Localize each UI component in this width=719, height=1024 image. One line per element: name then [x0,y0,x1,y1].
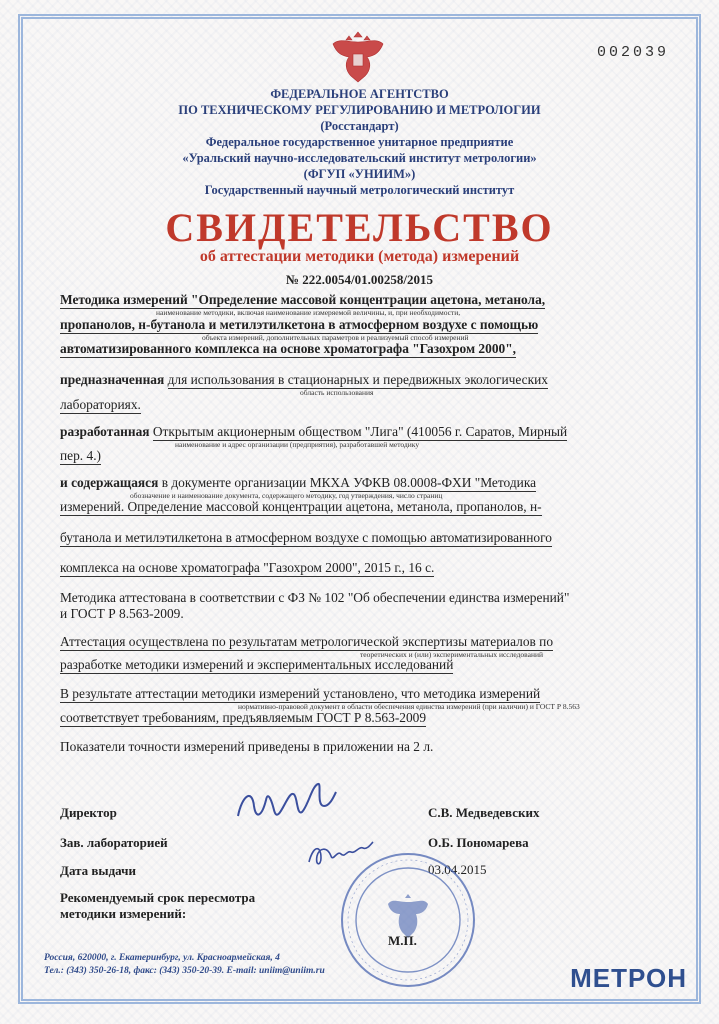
purpose-hint: область использования [300,388,374,397]
date-value: 03.04.2015 [428,862,487,877]
method-hint1: наименование методики, включая наименование измеряемой величины, и, при необходимости, [156,308,461,317]
footer-address: Россия, 620000, г. Екатеринбург, ул. Красноармейская, 4 [44,953,280,963]
stamp-label: М.П. [388,933,417,948]
agency-line1: ФЕДЕРАЛЬНОЕ АГЕНТСТВО [270,87,449,101]
document-title: СВИДЕТЕЛЬСТВО [165,205,554,250]
method-line2: пропанолов, н-бутанола и метилэтилкетона в атмосферном воздухе с помощью [60,317,539,332]
footer-contacts: Тел.: (343) 350-26-18, факс: (343) 350-20-39. E-mail: uniim@uniim.ru [44,966,325,976]
metron-logo [570,963,687,994]
purpose-line2: лабораториях. [60,397,141,412]
lab-name: О.Б. Пономарева [428,835,529,850]
director-signature [232,776,342,836]
method-line3: автоматизированного комплекса на основе хроматографа "Газохром 2000", [60,341,516,356]
agency-short: (Росстандарт) [320,119,399,133]
logo-text: МЕТРОН [570,963,687,993]
serial-number: 002039 [596,44,669,61]
attestation-hint: теоретических и (или) экспериментальных исследований [360,650,543,659]
director-label: Директор [60,805,117,820]
developer-hint: наименование и адрес организации (предприятия), разработавшей методику [175,440,420,449]
org-line2: «Уральский научно-исследовательский институт метрологии» [182,151,537,165]
document-line2: измерений. Определение массовой концентрации ацетона, метанола, пропанолов, н- [60,499,542,514]
document-line3: бутанола и метилэтилкетона в атмосферном воздухе с помощью автоматизированного [60,530,552,545]
agency-line2: ПО ТЕХНИЧЕСКОМУ РЕГУЛИРОВАНИЮ И МЕТРОЛОГИИ [178,103,541,117]
document-hint: обозначение и наименование документа, содержащего методику, год утверждения, число страниц [130,491,443,500]
attested-line2: и ГОСТ Р 8.563-2009. [60,606,184,621]
review-label-line1: Рекомендуемый срок пересмотра [60,890,256,905]
director-name: С.В. Медведевских [428,805,540,820]
method-line1: Методика измерений "Определение массовой концентрации ацетона, метанола, [60,292,546,307]
org-short: (ФГУП «УНИИМ») [303,167,416,181]
document-subtitle: об аттестации методики (метода) измерений [199,248,520,265]
result-hint: нормативно-правовой документ в области обеспечения единства измерений (при наличии) и ГОСТ Р 8.563 [238,702,580,711]
document-line4: комплекса на основе хроматографа "Газохром 2000", 2015 г., 16 с. [60,560,435,575]
review-label-line2: методики измерений: [60,906,187,921]
certificate-number: № 222.0054/01.00258/2015 [285,272,434,287]
org-line1: Федеральное государственное унитарное предприятие [205,135,514,149]
attestation-line1: Аттестация осуществлена по результатам метрологической экспертизы материалов по [60,634,554,649]
result-line2: соответствует требованиям, предъявляемым ГОСТ Р 8.563-2009 [60,710,427,725]
attestation-line2: разработке методики измерений и экспериментальных исследований [60,657,454,672]
purpose-line1: предназначенная для использования в стационарных и передвижных экологических [60,372,548,387]
date-label: Дата выдачи [60,863,136,878]
developer-line1: разработанная Открытым акционерным обществом "Лига" (410056 г. Саратов, Мирный [60,424,568,439]
document-line1: и содержащаяся в документе организации МКХА УФКВ 08.0008-ФХИ "Методика [60,475,537,490]
org-type: Государственный научный метрологический институт [204,183,515,197]
developer-line2: пер. 4.) [60,448,102,463]
official-stamp [338,850,478,990]
result-line1: В результате аттестации методики измерений установлено, что методика измерений [60,686,541,701]
attested-line1: Методика аттестована в соответствии с ФЗ № 102 "Об обеспечении единства измерений" [60,590,570,605]
agency-header [0,86,719,198]
coat-of-arms-icon [327,24,389,86]
accuracy-note: Показатели точности измерений приведены в приложении на 2 л. [60,739,434,754]
lab-label: Зав. лабораторией [60,835,168,850]
method-hint2: объекта измерений, дополнительных параметров и реализуемый способ измерений [202,333,469,342]
